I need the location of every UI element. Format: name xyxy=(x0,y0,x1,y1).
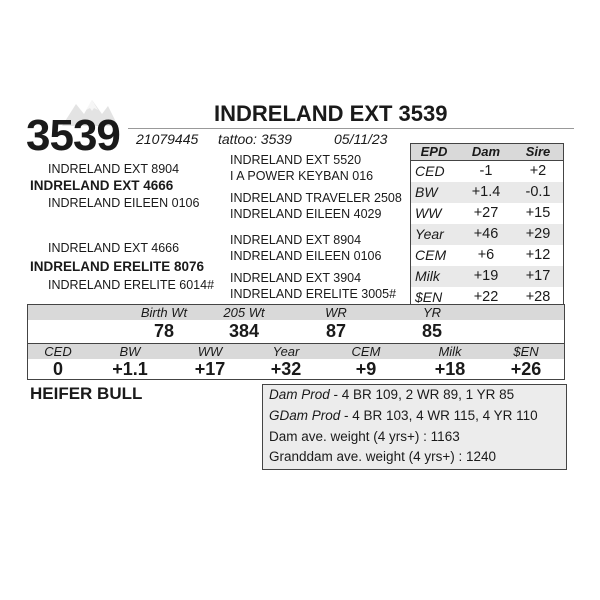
gdam-prod-value: - 4 BR 103, 4 WR 115, 4 YR 110 xyxy=(340,408,538,423)
calf-ww-label: WW xyxy=(197,344,223,359)
epd-row-label: WW xyxy=(415,205,442,221)
wr-value: 87 xyxy=(325,321,347,341)
calf-en-label: $EN xyxy=(513,344,539,359)
epd-row-ww xyxy=(411,203,563,224)
weaning-weight-label: 205 Wt xyxy=(223,305,265,320)
registration-number: 21079445 xyxy=(136,131,199,147)
epd-row-ced xyxy=(411,161,563,182)
calf-year-label: Year xyxy=(272,344,300,359)
tattoo: tattoo: 3539 xyxy=(218,131,292,147)
pedigree-sire-dam: INDRELAND EILEEN 0106 xyxy=(48,196,200,210)
epd-header-epd: EPD xyxy=(420,144,448,159)
pedigree-dam-dam-sire: INDRELAND EXT 3904 xyxy=(230,271,362,285)
pedigree-dam: INDRELAND ERELITE 8076 xyxy=(30,259,205,274)
epd-row-bw xyxy=(411,182,563,203)
epd-row-label: $EN xyxy=(415,289,443,305)
epd-dam-value: +22 xyxy=(473,289,499,305)
epd-sire-value: +17 xyxy=(525,268,551,284)
pedigree-dam-sire-sire: INDRELAND EXT 8904 xyxy=(230,233,362,247)
calf-milk-label: Milk xyxy=(438,344,462,359)
epd-row-milk xyxy=(411,266,563,287)
epd-row-cem xyxy=(411,245,563,266)
epd-sire-value: +28 xyxy=(525,289,551,305)
pedigree-sire: INDRELAND EXT 4666 xyxy=(30,178,174,193)
sex-label: HEIFER BULL xyxy=(30,384,143,403)
pedigree-dam-sire: INDRELAND EXT 4666 xyxy=(48,241,180,255)
pedigree-sire-dam-sire: INDRELAND TRAVELER 2508 xyxy=(230,191,402,205)
gdam-prod-line xyxy=(269,407,538,425)
epd-sire-value: +2 xyxy=(529,163,547,179)
granddam-weight-line: Granddam ave. weight (4 yrs+) : 1240 xyxy=(269,449,496,464)
dam-weight-line: Dam ave. weight (4 yrs+) : 1163 xyxy=(269,429,460,444)
performance-table xyxy=(27,304,565,380)
epd-row-label: BW xyxy=(415,184,438,200)
yr-value: 85 xyxy=(421,321,443,341)
birth-weight-label: Birth Wt xyxy=(140,305,188,320)
pedigree-dam-sire-dam: INDRELAND EILEEN 0106 xyxy=(230,249,382,263)
calf-ced-value: 0 xyxy=(52,359,63,379)
pedigree-dam-dam: INDRELAND ERELITE 6014# xyxy=(48,278,215,292)
epd-dam-value: +27 xyxy=(473,205,499,221)
production-box xyxy=(262,384,567,470)
epd-dam-value: +19 xyxy=(473,268,499,284)
epd-row-label: CED xyxy=(415,163,445,179)
animal-name-title: INDRELAND EXT 3539 xyxy=(214,101,448,126)
epd-sire-value: +15 xyxy=(525,205,551,221)
dam-prod-label: Dam Prod xyxy=(269,387,330,402)
epd-row-year xyxy=(411,224,563,245)
birth-weight-value: 78 xyxy=(153,321,175,341)
pedigree-sire-sire: INDRELAND EXT 8904 xyxy=(48,162,180,176)
gdam-prod-label: GDam Prod xyxy=(269,408,341,423)
epd-table-header xyxy=(411,144,563,161)
calf-ww-value: +17 xyxy=(194,359,226,379)
birth-date: 05/11/23 xyxy=(334,131,388,147)
dam-prod-line xyxy=(269,386,514,404)
epd-header-sire: Sire xyxy=(525,144,551,159)
lot-number: 3539 xyxy=(26,111,120,160)
epd-row-label: CEM xyxy=(415,247,447,263)
epd-header-dam: Dam xyxy=(471,144,501,159)
yr-label: YR xyxy=(422,305,442,320)
calf-en-value: +26 xyxy=(510,359,542,379)
pedigree-sire-dam-dam: INDRELAND EILEEN 4029 xyxy=(230,207,382,221)
epd-sire-value: +12 xyxy=(525,247,551,263)
epd-sire-value: +29 xyxy=(525,226,551,242)
calf-ced-label: CED xyxy=(44,344,72,359)
epd-row-label: Year xyxy=(415,226,444,242)
weaning-weight-value: 384 xyxy=(228,321,260,341)
epd-row-label: Milk xyxy=(415,268,440,284)
calf-milk-value: +18 xyxy=(434,359,466,379)
calf-bw-value: +1.1 xyxy=(112,359,148,379)
epd-table xyxy=(410,143,564,307)
pedigree-sire-sire-sire: INDRELAND EXT 5520 xyxy=(230,153,362,167)
dam-prod-value: - 4 BR 109, 2 WR 89, 1 YR 85 xyxy=(329,387,515,402)
epd-dam-value: +1.4 xyxy=(471,184,501,200)
epd-dam-value: -1 xyxy=(479,163,493,179)
calf-bw-label: BW xyxy=(119,344,141,359)
calf-cem-value: +9 xyxy=(355,359,377,379)
epd-dam-value: +46 xyxy=(473,226,499,242)
calf-cem-label: CEM xyxy=(351,344,381,359)
pedigree-sire-sire-dam: I A POWER KEYBAN 016 xyxy=(230,169,374,183)
wr-label: WR xyxy=(325,305,347,320)
header-rule xyxy=(128,128,574,129)
calf-year-value: +32 xyxy=(270,359,302,379)
pedigree-dam-dam-dam: INDRELAND ERELITE 3005# xyxy=(230,287,397,301)
epd-dam-value: +6 xyxy=(477,247,495,263)
epd-sire-value: -0.1 xyxy=(525,184,551,200)
